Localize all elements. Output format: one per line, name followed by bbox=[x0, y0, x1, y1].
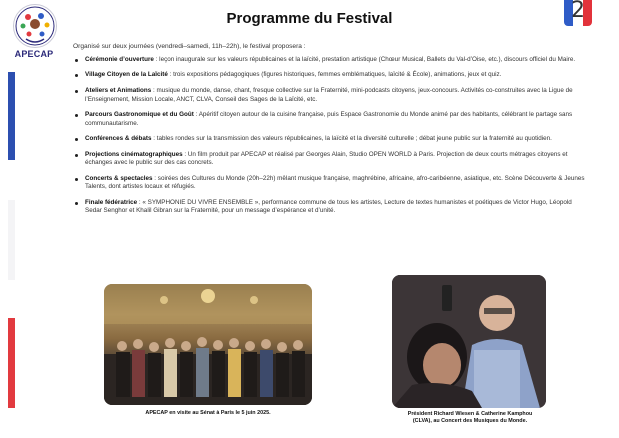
program-item-text: : soirées des Cultures du Monde (20h–22h) mêlant musique française, maghrébine, africaine, afro-caribéenne, asiatique, etc. Scène Découverte & Jeunes Talents, dont artistes locaux et réfugiés. bbox=[85, 174, 585, 191]
page-title: Programme du Festival bbox=[226, 10, 393, 27]
program-item bbox=[73, 199, 588, 216]
program-item-text: : leçon inaugurale sur les valeurs républicaines et la laïcité, prestation artistique (Chœur Musical, Ballets du Val-d’Oise, etc.), discours officiel du Maire. bbox=[153, 56, 576, 63]
program-item bbox=[73, 135, 588, 144]
photo-caption bbox=[380, 411, 560, 425]
program-item bbox=[73, 87, 588, 104]
program-item bbox=[73, 56, 588, 65]
program-item bbox=[73, 175, 588, 192]
logo-text: APECAP bbox=[14, 49, 54, 59]
program-item-label: Concerts & spectacles bbox=[85, 174, 153, 182]
program-item-label: Projections cinématographiques bbox=[85, 150, 183, 158]
concert-photo bbox=[392, 275, 546, 408]
program-item-text: : Un film produit par APECAP et réalisé par Georges Alain, Studio OPEN WORLD à Paris. Projection de deux courts métrages citoyens et échanges avec le public sur des cas concrets. bbox=[85, 150, 568, 167]
program-item-label: Ateliers et Animations bbox=[85, 86, 152, 94]
program-item bbox=[73, 111, 588, 128]
program-item-text: : Apéritif citoyen autour de la cuisine française, puis Espace Gastronomie du Monde animé par des habitants, célébrant le partage sans communautarisme. bbox=[85, 111, 573, 127]
program-item-label: Cérémonie d’ouverture bbox=[85, 56, 154, 63]
program-item-text: : musique du monde, danse, chant, fresque collective sur la Fraternité, mini-podcasts citoyens, jeux-concours. Activités co-construites avec la Ligue de l’Enseignement, Mission Locale, ANCT, CLVA, Conseil des Sages de la Laïcité, etc. bbox=[85, 86, 573, 103]
program-item-label: Finale fédératrice bbox=[85, 198, 138, 206]
program-item-label: Parcours Gastronomique et du Goût bbox=[85, 111, 194, 119]
program-item-label: Conférences & débats bbox=[85, 135, 152, 143]
photo-caption-line: Président Richard Wiesen & Catherine Kamphou bbox=[407, 411, 533, 417]
program-item-text: : tables rondes sur la transmission des valeurs républicaines, la laïcité et la diversité culturelle ; débat jeune public sur la fraternité au quotidien. bbox=[151, 135, 552, 143]
page-number: 2 bbox=[571, 0, 585, 23]
program-list bbox=[73, 56, 588, 223]
senate-visit-photo bbox=[104, 284, 312, 405]
program-item-text: : « SYMPHONIE DU VIVRE ENSEMBLE », performance commune de tous les artistes, Lecture de textes humanistes et poétiques de Victor Hugo, Léopold Sedar Senghor et Khalil Gibran sur la Fraternité, pour un message d’espérance et d’unité. bbox=[85, 198, 572, 215]
photo-caption: APECAP en visite au Sénat à Paris le 5 juin 2025. bbox=[145, 410, 271, 416]
intro-text: Organisé sur deux journées (vendredi–samedi, 11h–22h), le festival proposera : bbox=[73, 43, 306, 50]
flag-stripe-blue bbox=[8, 72, 15, 160]
flag-stripe-white bbox=[8, 200, 15, 280]
program-item bbox=[73, 151, 588, 168]
program-item bbox=[73, 71, 588, 80]
program-item-label: Village Citoyen de la Laïcité bbox=[85, 71, 168, 79]
flag-stripe-red bbox=[8, 318, 15, 408]
program-item-text: : trois expositions pédagogiques (figures historiques, femmes emblématiques, laïcité & École), animations, jeux et quiz. bbox=[167, 71, 502, 79]
photo-caption-line: (CLVA), au Concert des Musiques du Monde. bbox=[412, 418, 528, 424]
